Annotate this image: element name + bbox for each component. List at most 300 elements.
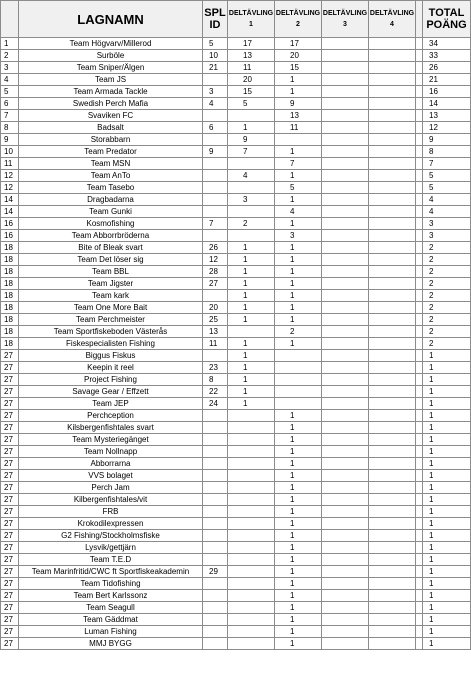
deltavling-2-cell: 1 xyxy=(275,170,322,182)
deltavling-1-cell: 15 xyxy=(228,86,275,98)
deltavling-3-cell xyxy=(322,86,369,98)
spl-id-cell: 26 xyxy=(203,242,228,254)
rank-cell: 6 xyxy=(1,98,19,110)
spl-id-cell xyxy=(203,638,228,650)
table-row xyxy=(1,314,471,326)
team-name-cell: Bite of Bleak svart xyxy=(19,242,203,254)
deltavling-3-cell xyxy=(322,218,369,230)
table-row xyxy=(1,50,471,62)
total-points-cell: 1 xyxy=(423,614,471,626)
spl-id-cell: 3 xyxy=(203,86,228,98)
deltavling-3-number: 3 xyxy=(343,21,347,28)
deltavling-4-cell xyxy=(369,218,416,230)
total-points-cell: 16 xyxy=(423,86,471,98)
total-points-cell: 2 xyxy=(423,254,471,266)
deltavling-4-cell xyxy=(369,338,416,350)
deltavling-4-cell xyxy=(369,386,416,398)
team-name-cell: Team Gunki xyxy=(19,206,203,218)
total-points-cell: 4 xyxy=(423,194,471,206)
deltavling-3-cell xyxy=(322,74,369,86)
rank-cell: 27 xyxy=(1,422,19,434)
team-name-cell: Team Marinfritid/CWC ft Sportfiskeakademin xyxy=(19,566,203,578)
spacer-cell xyxy=(416,314,423,326)
deltavling-1-cell: 1 xyxy=(228,398,275,410)
total-points-cell: 3 xyxy=(423,218,471,230)
spl-id-cell: 8 xyxy=(203,374,228,386)
deltavling-1-cell: 5 xyxy=(228,98,275,110)
deltavling-1-cell xyxy=(228,482,275,494)
deltavling-2-cell xyxy=(275,134,322,146)
deltavling-3-cell xyxy=(322,602,369,614)
deltavling-2-cell: 20 xyxy=(275,50,322,62)
deltavling-2-cell: 1 xyxy=(275,446,322,458)
deltavling-1-cell xyxy=(228,530,275,542)
total-points-cell: 1 xyxy=(423,470,471,482)
rank-cell: 27 xyxy=(1,542,19,554)
table-row xyxy=(1,626,471,638)
rank-cell: 27 xyxy=(1,374,19,386)
total-points-cell: 1 xyxy=(423,410,471,422)
deltavling-4-cell xyxy=(369,638,416,650)
rank-cell: 27 xyxy=(1,578,19,590)
deltavling-1-cell: 1 xyxy=(228,386,275,398)
team-name-cell: Kilbergenfishtales/vit xyxy=(19,494,203,506)
spl-id-cell xyxy=(203,446,228,458)
deltavling-4-cell xyxy=(369,350,416,362)
team-name-cell: Team MSN xyxy=(19,158,203,170)
spacer-cell xyxy=(416,518,423,530)
total-points-cell: 2 xyxy=(423,278,471,290)
deltavling-1-cell xyxy=(228,206,275,218)
deltavling-1-cell xyxy=(228,506,275,518)
deltavling-3-cell xyxy=(322,194,369,206)
spl-id-cell: 10 xyxy=(203,50,228,62)
deltavling-1-cell: 1 xyxy=(228,278,275,290)
total-points-cell: 4 xyxy=(423,206,471,218)
deltavling-4-cell xyxy=(369,254,416,266)
table-row xyxy=(1,266,471,278)
deltavling-3-cell xyxy=(322,434,369,446)
spl-id-cell: 27 xyxy=(203,278,228,290)
rank-cell: 27 xyxy=(1,470,19,482)
total-points-cell: 1 xyxy=(423,422,471,434)
deltavling-1-cell xyxy=(228,518,275,530)
deltavling-3-cell xyxy=(322,290,369,302)
deltavling-3-cell xyxy=(322,206,369,218)
deltavling-3-cell xyxy=(322,506,369,518)
deltavling-2-cell: 17 xyxy=(275,38,322,50)
total-points-cell: 3 xyxy=(423,230,471,242)
rank-cell: 18 xyxy=(1,338,19,350)
table-row xyxy=(1,446,471,458)
total-points-cell: 1 xyxy=(423,446,471,458)
deltavling-3-cell xyxy=(322,590,369,602)
spl-id-cell: 23 xyxy=(203,362,228,374)
rank-cell: 11 xyxy=(1,158,19,170)
deltavling-1-cell: 1 xyxy=(228,350,275,362)
total-header-line-1: TOTAL xyxy=(428,7,465,19)
deltavling-3-cell xyxy=(322,446,369,458)
spl-id-cell xyxy=(203,458,228,470)
deltavling-3-cell xyxy=(322,458,369,470)
spacer-cell xyxy=(416,254,423,266)
rank-cell: 27 xyxy=(1,458,19,470)
deltavling-3-cell xyxy=(322,170,369,182)
spacer-cell xyxy=(416,458,423,470)
team-name-cell: Team Perchmeister xyxy=(19,314,203,326)
deltavling-2-cell: 15 xyxy=(275,62,322,74)
spl-header-line-1: SPL xyxy=(204,7,226,19)
spl-id-cell xyxy=(203,506,228,518)
spl-id-cell: 12 xyxy=(203,254,228,266)
deltavling-3-cell xyxy=(322,146,369,158)
table-row xyxy=(1,170,471,182)
deltavling-4-cell xyxy=(369,50,416,62)
rank-cell: 14 xyxy=(1,206,19,218)
deltavling-1-cell: 1 xyxy=(228,242,275,254)
spl-id-cell xyxy=(203,350,228,362)
spl-header-line-2: ID xyxy=(209,19,221,31)
spacer-cell xyxy=(416,422,423,434)
team-name-cell: Dragbadarna xyxy=(19,194,203,206)
spacer-cell xyxy=(416,398,423,410)
rank-cell: 12 xyxy=(1,182,19,194)
deltavling-1-cell xyxy=(228,410,275,422)
spacer-cell xyxy=(416,554,423,566)
total-points-cell: 1 xyxy=(423,458,471,470)
deltavling-1-cell xyxy=(228,566,275,578)
deltavling-2-cell: 1 xyxy=(275,494,322,506)
deltavling-2-cell xyxy=(275,350,322,362)
team-name-cell: Team T.E.D xyxy=(19,554,203,566)
table-row xyxy=(1,38,471,50)
deltavling-2-cell: 1 xyxy=(275,578,322,590)
deltavling-4-cell xyxy=(369,482,416,494)
table-row xyxy=(1,302,471,314)
deltavling-2-cell: 5 xyxy=(275,182,322,194)
spl-id-cell xyxy=(203,530,228,542)
team-name-cell: Team Bert Karlssonz xyxy=(19,590,203,602)
total-points-cell: 1 xyxy=(423,542,471,554)
spacer-cell xyxy=(416,470,423,482)
spacer-cell xyxy=(416,122,423,134)
team-name-cell: Krokodilexpressen xyxy=(19,518,203,530)
spacer-cell xyxy=(416,290,423,302)
deltavling-1-cell xyxy=(228,182,275,194)
rank-cell: 27 xyxy=(1,362,19,374)
table-row xyxy=(1,338,471,350)
table-row xyxy=(1,122,471,134)
table-row xyxy=(1,362,471,374)
spl-id-cell xyxy=(203,74,228,86)
rank-cell: 27 xyxy=(1,506,19,518)
total-points-cell: 1 xyxy=(423,554,471,566)
deltavling-4-cell xyxy=(369,182,416,194)
spacer-cell xyxy=(416,566,423,578)
deltavling-4-number: 4 xyxy=(390,21,394,28)
total-points-cell: 1 xyxy=(423,506,471,518)
spacer-cell xyxy=(416,410,423,422)
spacer-cell xyxy=(416,434,423,446)
table-row xyxy=(1,554,471,566)
table-row xyxy=(1,482,471,494)
team-name-cell: Team Sportfiskeboden Västerås xyxy=(19,326,203,338)
deltavling-2-cell: 1 xyxy=(275,146,322,158)
spl-id-cell xyxy=(203,170,228,182)
deltavling-1-cell xyxy=(228,638,275,650)
deltavling-1-cell xyxy=(228,458,275,470)
rank-cell: 27 xyxy=(1,446,19,458)
spacer-cell xyxy=(416,170,423,182)
total-points-cell: 1 xyxy=(423,578,471,590)
deltavling-2-cell: 7 xyxy=(275,158,322,170)
table-row xyxy=(1,602,471,614)
total-points-cell: 1 xyxy=(423,398,471,410)
team-name-cell: Svaviken FC xyxy=(19,110,203,122)
deltavling-1-cell: 1 xyxy=(228,338,275,350)
deltavling-4-cell xyxy=(369,458,416,470)
deltavling-4-cell xyxy=(369,62,416,74)
deltavling-4-cell xyxy=(369,398,416,410)
deltavling-2-cell: 1 xyxy=(275,470,322,482)
table-row xyxy=(1,98,471,110)
spl-id-cell: 22 xyxy=(203,386,228,398)
spacer-cell xyxy=(416,362,423,374)
deltavling-4-cell xyxy=(369,242,416,254)
total-points-cell: 7 xyxy=(423,158,471,170)
spacer-cell xyxy=(416,590,423,602)
table-row xyxy=(1,566,471,578)
deltavling-3-cell xyxy=(322,626,369,638)
spacer-cell xyxy=(416,350,423,362)
deltavling-3-cell xyxy=(322,278,369,290)
spacer-cell xyxy=(416,266,423,278)
deltavling-4-cell xyxy=(369,362,416,374)
table-row xyxy=(1,542,471,554)
deltavling-4-cell xyxy=(369,146,416,158)
spl-id-cell xyxy=(203,578,228,590)
deltavling-4-cell xyxy=(369,278,416,290)
team-name-cell: Keepin it reel xyxy=(19,362,203,374)
spacer-cell xyxy=(416,638,423,650)
total-points-cell: 14 xyxy=(423,98,471,110)
deltavling-2-cell: 1 xyxy=(275,302,322,314)
deltavling-1-cell: 2 xyxy=(228,218,275,230)
deltavling-3-cell xyxy=(322,566,369,578)
rank-cell: 27 xyxy=(1,482,19,494)
rank-cell: 5 xyxy=(1,86,19,98)
deltavling-4-cell xyxy=(369,470,416,482)
deltavling-1-cell xyxy=(228,614,275,626)
deltavling-3-cell xyxy=(322,62,369,74)
team-name-cell: FRB xyxy=(19,506,203,518)
spl-id-cell xyxy=(203,110,228,122)
rank-cell: 18 xyxy=(1,314,19,326)
table-row xyxy=(1,182,471,194)
deltavling-1-cell xyxy=(228,422,275,434)
rank-cell: 27 xyxy=(1,602,19,614)
deltavling-4-cell xyxy=(369,38,416,50)
deltavling-2-cell: 1 xyxy=(275,482,322,494)
team-name-cell: Team Det löser sig xyxy=(19,254,203,266)
total-points-cell: 5 xyxy=(423,182,471,194)
spacer-cell xyxy=(416,218,423,230)
table-row xyxy=(1,290,471,302)
deltavling-1-cell: 1 xyxy=(228,122,275,134)
total-points-cell: 2 xyxy=(423,290,471,302)
total-points-cell: 2 xyxy=(423,242,471,254)
deltavling-2-cell: 1 xyxy=(275,242,322,254)
team-name-cell: Team Nollnapp xyxy=(19,446,203,458)
deltavling-3-cell xyxy=(322,242,369,254)
deltavling-2-cell: 1 xyxy=(275,254,322,266)
team-name-cell: Team JEP xyxy=(19,398,203,410)
deltavling-2-cell: 1 xyxy=(275,410,322,422)
total-points-cell: 1 xyxy=(423,494,471,506)
spacer-cell xyxy=(416,110,423,122)
deltavling-3-cell xyxy=(322,398,369,410)
spacer-cell xyxy=(416,482,423,494)
deltavling-2-cell: 1 xyxy=(275,458,322,470)
table-row xyxy=(1,578,471,590)
rank-cell: 16 xyxy=(1,218,19,230)
table-row xyxy=(1,590,471,602)
total-points-cell: 1 xyxy=(423,566,471,578)
deltavling-4-cell xyxy=(369,578,416,590)
spl-id-cell xyxy=(203,494,228,506)
table-row xyxy=(1,86,471,98)
spacer-cell xyxy=(416,446,423,458)
total-points-cell: 9 xyxy=(423,134,471,146)
deltavling-4-title: DELTÄVLING xyxy=(369,10,415,17)
total-points-cell: 34 xyxy=(423,38,471,50)
total-points-cell: 1 xyxy=(423,374,471,386)
team-name-cell: Savage Gear / Effzett xyxy=(19,386,203,398)
spacer-cell xyxy=(416,98,423,110)
spacer-cell xyxy=(416,602,423,614)
deltavling-3-cell xyxy=(322,494,369,506)
spacer-cell xyxy=(416,206,423,218)
deltavling-1-cell: 1 xyxy=(228,302,275,314)
spl-id-cell xyxy=(203,230,228,242)
team-name-cell: Fiskespecialisten Fishing xyxy=(19,338,203,350)
deltavling-3-cell xyxy=(322,326,369,338)
deltavling-2-cell xyxy=(275,386,322,398)
rank-cell: 27 xyxy=(1,590,19,602)
total-points-cell: 26 xyxy=(423,62,471,74)
spl-id-cell: 25 xyxy=(203,314,228,326)
spacer-cell xyxy=(416,530,423,542)
table-row xyxy=(1,458,471,470)
deltavling-1-cell xyxy=(228,626,275,638)
deltavling-3-cell xyxy=(322,470,369,482)
rank-cell: 4 xyxy=(1,74,19,86)
deltavling-1-cell: 20 xyxy=(228,74,275,86)
total-header-line-2: POÄNG xyxy=(426,19,467,31)
spl-id-cell: 7 xyxy=(203,218,228,230)
deltavling-2-cell: 1 xyxy=(275,86,322,98)
deltavling-3-cell xyxy=(322,50,369,62)
deltavling-4-header xyxy=(369,1,416,38)
deltavling-2-cell: 1 xyxy=(275,278,322,290)
table-row xyxy=(1,230,471,242)
total-points-header xyxy=(423,1,471,38)
team-name-cell: Team Gäddmat xyxy=(19,614,203,626)
deltavling-3-cell xyxy=(322,614,369,626)
deltavling-4-cell xyxy=(369,494,416,506)
spl-id-cell xyxy=(203,470,228,482)
deltavling-2-cell: 1 xyxy=(275,194,322,206)
spl-id-cell xyxy=(203,554,228,566)
deltavling-3-cell xyxy=(322,122,369,134)
total-points-cell: 2 xyxy=(423,314,471,326)
deltavling-1-cell xyxy=(228,470,275,482)
spacer-cell xyxy=(416,134,423,146)
team-name-cell: Abborrarna xyxy=(19,458,203,470)
deltavling-4-cell xyxy=(369,374,416,386)
table-row xyxy=(1,110,471,122)
deltavling-1-cell: 7 xyxy=(228,146,275,158)
deltavling-2-cell: 1 xyxy=(275,590,322,602)
deltavling-1-cell xyxy=(228,230,275,242)
team-name-cell: Luman Fishing xyxy=(19,626,203,638)
rank-cell: 27 xyxy=(1,518,19,530)
team-name-cell: Team Tidofishing xyxy=(19,578,203,590)
spacer-cell xyxy=(416,146,423,158)
spl-id-cell xyxy=(203,590,228,602)
team-name-cell: Team JS xyxy=(19,74,203,86)
spacer-cell xyxy=(416,50,423,62)
spacer-cell xyxy=(416,302,423,314)
deltavling-2-cell: 1 xyxy=(275,554,322,566)
deltavling-4-cell xyxy=(369,434,416,446)
team-name-cell: Biggus Fiskus xyxy=(19,350,203,362)
total-points-cell: 2 xyxy=(423,266,471,278)
spacer-cell xyxy=(416,38,423,50)
spl-id-cell: 5 xyxy=(203,38,228,50)
spacer-cell xyxy=(416,86,423,98)
table-row xyxy=(1,422,471,434)
deltavling-2-cell xyxy=(275,398,322,410)
total-points-cell: 1 xyxy=(423,518,471,530)
deltavling-2-cell: 13 xyxy=(275,110,322,122)
rank-cell: 27 xyxy=(1,350,19,362)
spl-id-cell xyxy=(203,434,228,446)
spacer-cell xyxy=(416,542,423,554)
spl-id-cell: 13 xyxy=(203,326,228,338)
rank-cell: 14 xyxy=(1,194,19,206)
deltavling-3-cell xyxy=(322,158,369,170)
deltavling-3-cell xyxy=(322,266,369,278)
deltavling-4-cell xyxy=(369,554,416,566)
deltavling-4-cell xyxy=(369,158,416,170)
team-name-cell: Surböle xyxy=(19,50,203,62)
spl-id-cell: 28 xyxy=(203,266,228,278)
total-points-cell: 8 xyxy=(423,146,471,158)
rank-cell: 27 xyxy=(1,434,19,446)
table-row xyxy=(1,638,471,650)
deltavling-1-cell xyxy=(228,590,275,602)
spacer-cell xyxy=(416,194,423,206)
table-row xyxy=(1,254,471,266)
deltavling-3-cell xyxy=(322,410,369,422)
deltavling-1-header xyxy=(228,1,275,38)
deltavling-1-cell: 3 xyxy=(228,194,275,206)
deltavling-3-cell xyxy=(322,422,369,434)
deltavling-1-cell: 1 xyxy=(228,254,275,266)
deltavling-2-cell: 11 xyxy=(275,122,322,134)
table-row xyxy=(1,218,471,230)
